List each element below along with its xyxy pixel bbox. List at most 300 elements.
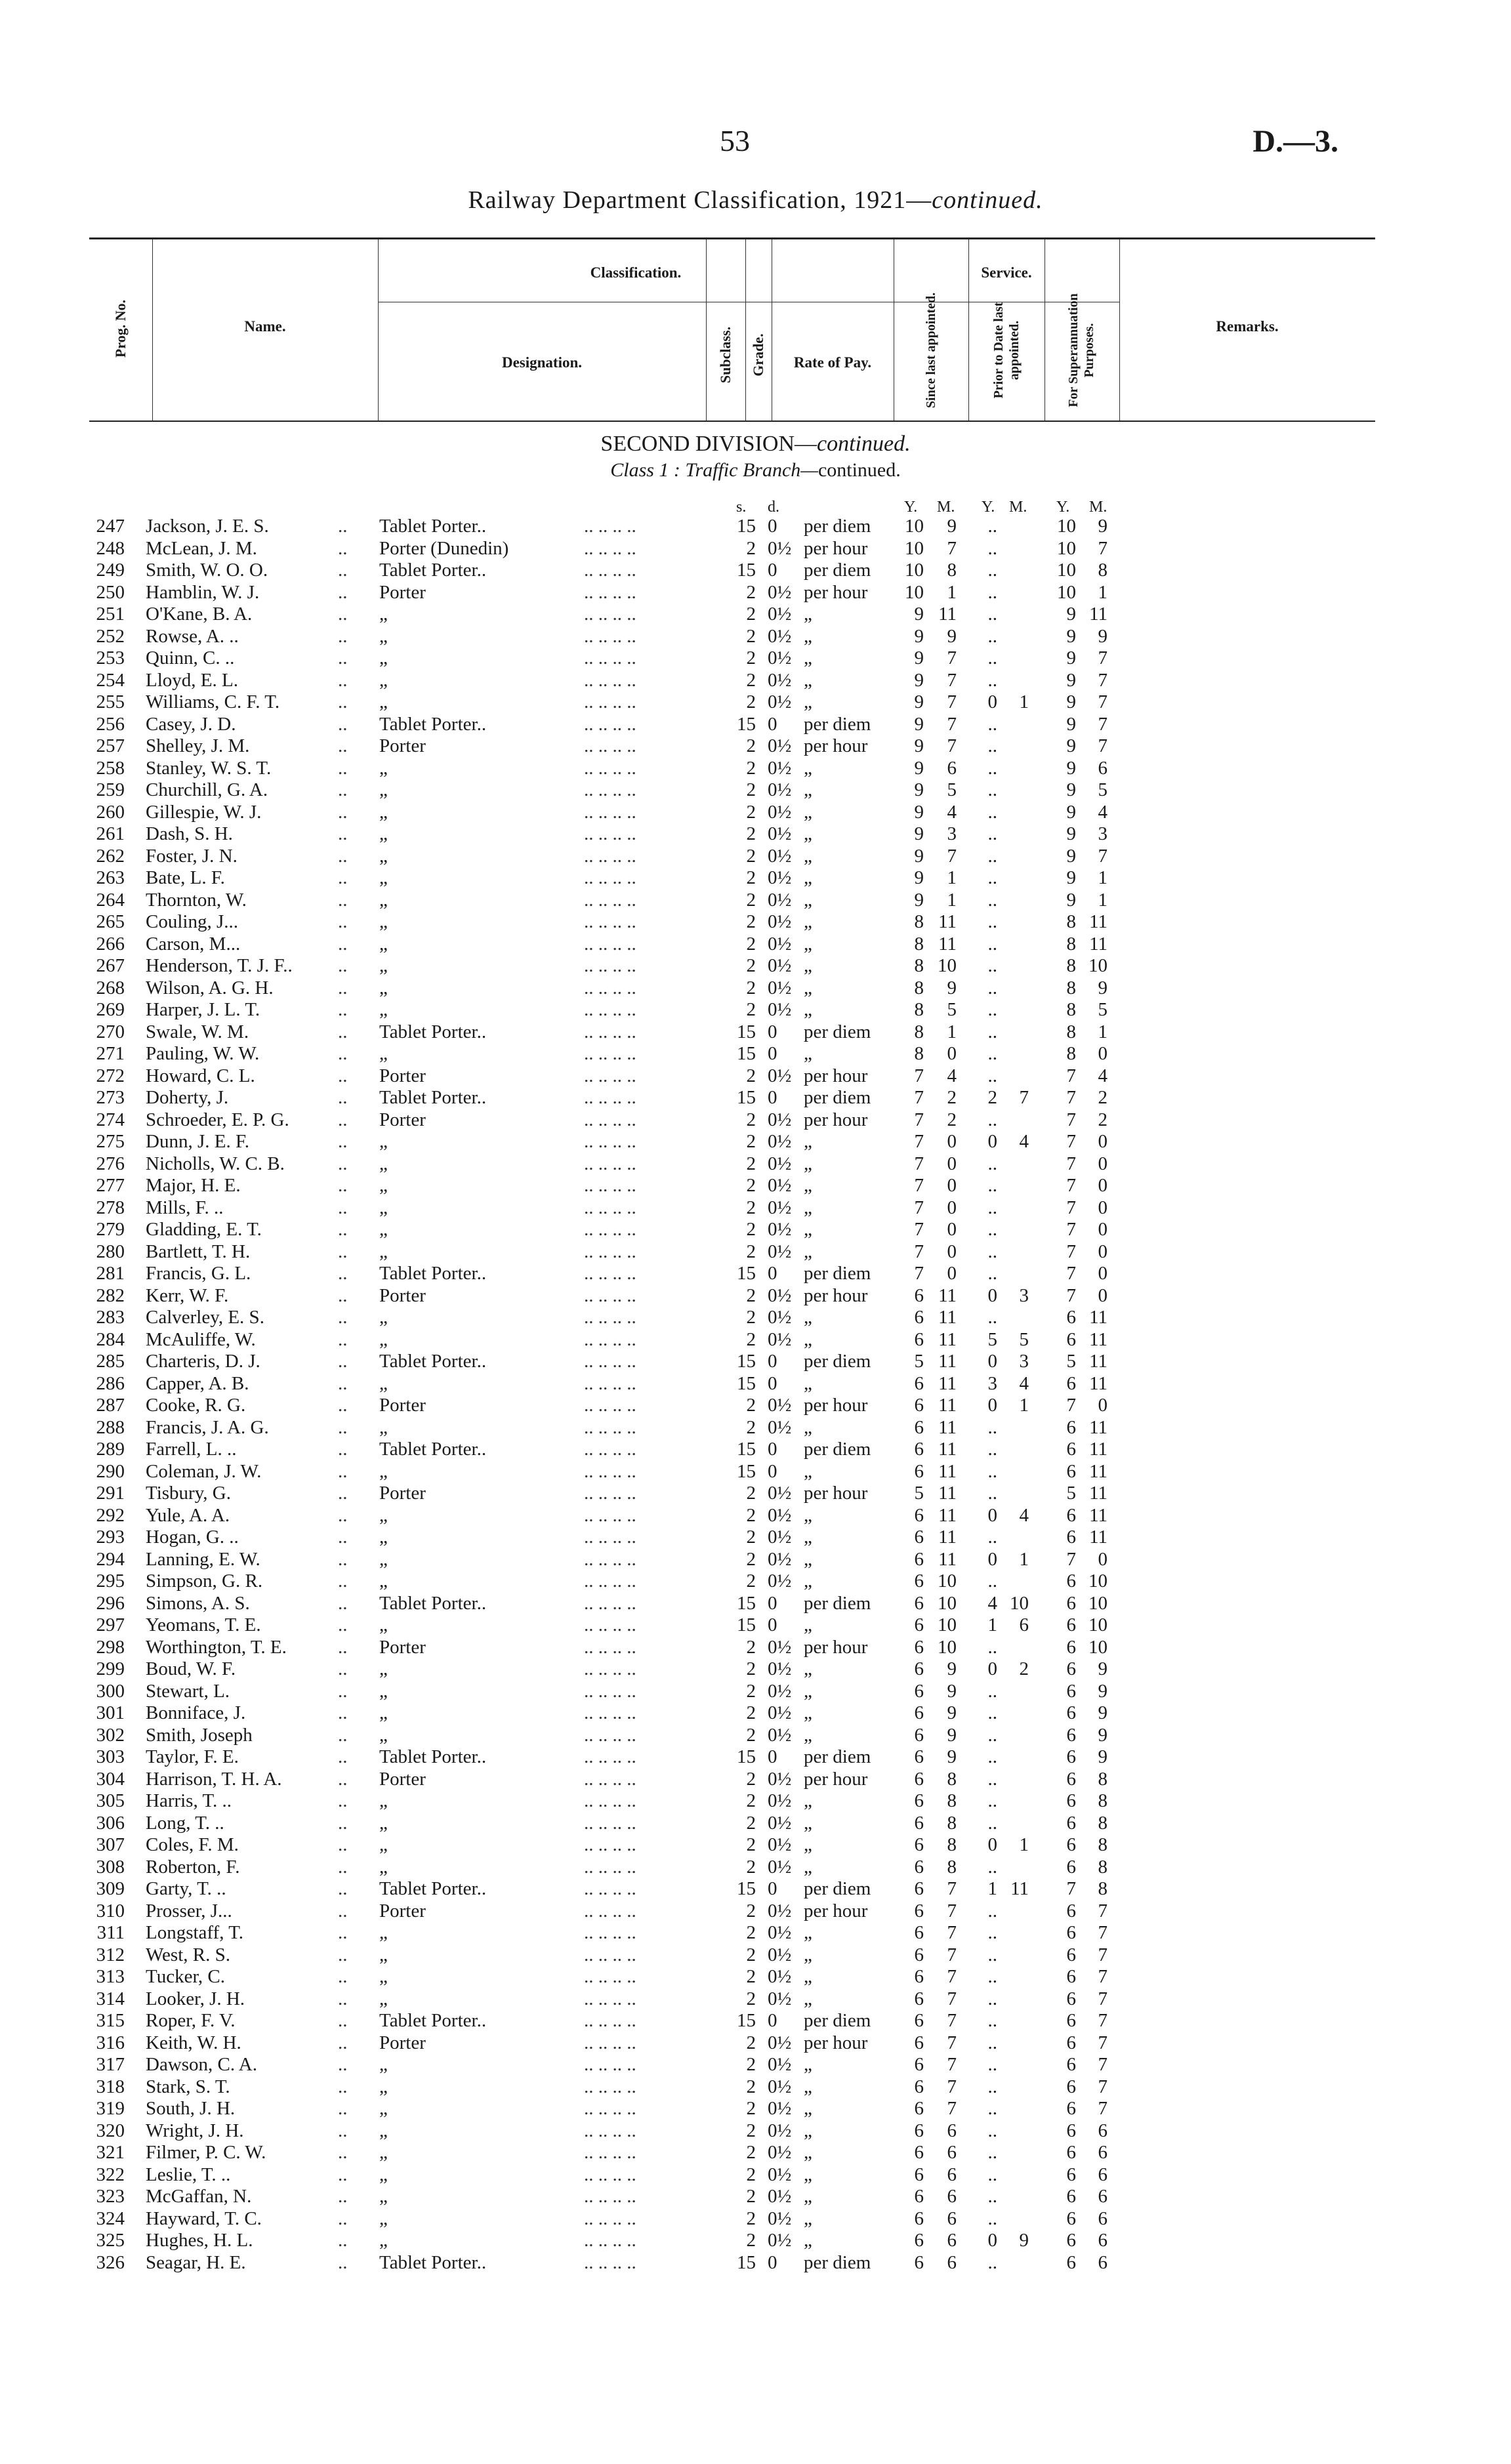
since-months: 11 xyxy=(938,604,957,625)
rate-period: per diem xyxy=(804,1592,871,1614)
prior-months: 1 xyxy=(1019,1548,1029,1570)
prior-years: .. xyxy=(987,1680,997,1702)
division-continued: continued. xyxy=(817,432,911,456)
rate-pence: 0 xyxy=(768,1351,777,1372)
super-years: 7 xyxy=(1066,1241,1076,1262)
header-service: Service. xyxy=(981,264,1032,281)
leader-dots: .. xyxy=(338,1856,348,1878)
leader-dots: .. xyxy=(338,1944,348,1965)
leader-dots: .. .. .. .. xyxy=(584,1988,636,2009)
leader-dots: .. .. .. .. xyxy=(584,2230,636,2251)
rate-period: „ xyxy=(804,1131,812,1152)
since-years: 6 xyxy=(914,2010,924,2031)
rate-shillings: 15 xyxy=(737,2010,756,2031)
leader-dots: .. .. .. .. xyxy=(584,1416,636,1438)
super-years: 7 xyxy=(1066,1109,1076,1130)
leader-dots: .. xyxy=(338,1680,348,1702)
employee-name: Prosser, J... xyxy=(146,1900,232,1921)
leader-dots: .. .. .. .. xyxy=(584,1087,636,1108)
rate-pence: 0 xyxy=(768,1087,777,1108)
since-months: 0 xyxy=(947,1043,957,1064)
designation: „ xyxy=(379,977,388,998)
prog-no: 326 xyxy=(96,2251,125,2273)
prior-months: 1 xyxy=(1019,691,1029,712)
prior-years: .. xyxy=(987,1856,997,1878)
prior-months: 10 xyxy=(1010,1592,1029,1614)
rate-shillings: 15 xyxy=(737,1439,756,1460)
super-months: 8 xyxy=(1098,560,1107,581)
leader-dots: .. .. .. .. xyxy=(584,1548,636,1570)
rate-shillings: 2 xyxy=(746,1241,756,1262)
prior-years: .. xyxy=(987,516,997,537)
since-months: 9 xyxy=(947,516,957,537)
rate-shillings: 2 xyxy=(746,647,756,668)
header-designation: Designation. xyxy=(501,354,583,371)
super-years: 7 xyxy=(1066,1878,1076,1899)
since-months: 8 xyxy=(947,1768,957,1790)
table-row xyxy=(0,2098,1511,2120)
employee-name: Yule, A. A. xyxy=(146,1504,230,1526)
since-years: 6 xyxy=(914,1768,924,1790)
table-row xyxy=(0,846,1511,868)
super-months: 0 xyxy=(1098,1153,1107,1174)
rate-pence: 0 xyxy=(768,1592,777,1614)
super-years: 5 xyxy=(1066,1351,1076,1372)
employee-name: Dunn, J. E. F. xyxy=(146,1131,249,1152)
since-months: 7 xyxy=(947,537,957,559)
since-months: 10 xyxy=(938,955,957,976)
division-label: SECOND DIVISION— xyxy=(600,432,818,456)
since-years: 6 xyxy=(914,1614,924,1635)
super-months: 10 xyxy=(1088,1592,1107,1614)
prog-no: 277 xyxy=(96,1175,125,1196)
designation: „ xyxy=(379,625,388,647)
employee-name: Hayward, T. C. xyxy=(146,2207,262,2229)
leader-dots: .. .. .. .. xyxy=(584,1966,636,1987)
designation: Tablet Porter.. xyxy=(379,1087,487,1108)
rate-period: per hour xyxy=(804,1483,868,1504)
table-row xyxy=(0,1175,1511,1197)
employee-name: Carson, M... xyxy=(146,933,241,955)
since-months: 7 xyxy=(947,2032,957,2053)
rate-pence: 0 xyxy=(768,516,777,537)
rate-period: „ xyxy=(804,691,812,712)
since-years: 6 xyxy=(914,1328,924,1350)
leader-dots: .. .. .. .. xyxy=(584,999,636,1020)
super-months: 7 xyxy=(1098,713,1107,735)
leader-dots: .. .. .. .. xyxy=(584,911,636,932)
rate-pence: 0½ xyxy=(768,1416,792,1438)
super-months: 9 xyxy=(1098,1746,1107,1767)
leader-dots: .. xyxy=(338,1328,348,1350)
prior-years: .. xyxy=(987,1922,997,1943)
leader-dots: .. .. .. .. xyxy=(584,1109,636,1130)
super-months: 7 xyxy=(1098,1966,1107,1987)
prog-no: 264 xyxy=(96,889,125,911)
header-classification: Classification. xyxy=(590,264,682,281)
super-months: 3 xyxy=(1098,823,1107,844)
employee-name: Calverley, E. S. xyxy=(146,1307,264,1328)
leader-dots: .. xyxy=(338,604,348,625)
rate-shillings: 2 xyxy=(746,823,756,844)
super-years: 9 xyxy=(1066,625,1076,647)
super-months: 9 xyxy=(1098,1702,1107,1723)
super-months: 11 xyxy=(1089,933,1107,955)
since-years: 6 xyxy=(914,2120,924,2141)
prior-years: .. xyxy=(987,1571,997,1591)
leader-dots: .. xyxy=(338,2032,348,2053)
rate-pence: 0½ xyxy=(768,1790,792,1811)
leader-dots: .. .. .. .. xyxy=(584,757,636,779)
table-row xyxy=(0,1878,1511,1900)
designation: „ xyxy=(379,911,388,932)
rate-period: „ xyxy=(804,2230,812,2251)
prog-no: 274 xyxy=(96,1109,125,1130)
designation: „ xyxy=(379,779,388,800)
designation: „ xyxy=(379,1175,388,1196)
rate-pence: 0½ xyxy=(768,2207,792,2229)
designation: „ xyxy=(379,867,388,888)
rate-shillings: 2 xyxy=(746,1724,756,1746)
rate-shillings: 2 xyxy=(746,2207,756,2229)
super-years: 8 xyxy=(1066,999,1076,1020)
leader-dots: .. .. .. .. xyxy=(584,1460,636,1482)
rate-shillings: 2 xyxy=(746,1219,756,1240)
rate-shillings: 2 xyxy=(746,604,756,625)
super-months: 2 xyxy=(1098,1087,1107,1108)
since-years: 9 xyxy=(914,691,924,712)
rate-pence: 0½ xyxy=(768,1219,792,1240)
rate-shillings: 2 xyxy=(746,1702,756,1723)
rate-pence: 0½ xyxy=(768,2142,792,2163)
page-number: 53 xyxy=(720,124,750,157)
prog-no: 325 xyxy=(96,2230,125,2251)
prog-no: 278 xyxy=(96,1197,125,1218)
designation: „ xyxy=(379,1790,388,1811)
leader-dots: .. xyxy=(338,1702,348,1723)
since-years: 9 xyxy=(914,757,924,779)
since-months: 11 xyxy=(938,1284,957,1306)
table-row xyxy=(0,1109,1511,1132)
leader-dots: .. xyxy=(338,977,348,998)
employee-name: Hughes, H. L. xyxy=(146,2230,253,2251)
super-months: 0 xyxy=(1098,1131,1107,1152)
leader-dots: .. xyxy=(338,2251,348,2273)
rate-shillings: 15 xyxy=(737,1087,756,1108)
employee-name: Boud, W. F. xyxy=(146,1658,236,1679)
rate-pence: 0½ xyxy=(768,1328,792,1350)
designation: „ xyxy=(379,801,388,823)
super-months: 6 xyxy=(1098,2186,1107,2207)
prior-years: .. xyxy=(987,933,997,955)
prior-years: .. xyxy=(987,1416,997,1438)
leader-dots: .. .. .. .. xyxy=(584,1680,636,1702)
since-years: 6 xyxy=(914,1548,924,1570)
table-row xyxy=(0,1197,1511,1220)
table-row xyxy=(0,1131,1511,1153)
employee-name: Simpson, G. R. xyxy=(146,1571,263,1591)
since-years: 7 xyxy=(914,1087,924,1108)
unit-m2: M. xyxy=(1009,499,1027,516)
leader-dots: .. xyxy=(338,625,348,647)
leader-dots: .. xyxy=(338,1241,348,1262)
prog-no: 306 xyxy=(96,1812,125,1834)
prog-no: 254 xyxy=(96,669,125,691)
since-years: 7 xyxy=(914,1153,924,1174)
super-months: 0 xyxy=(1098,1175,1107,1196)
leader-dots: .. xyxy=(338,713,348,735)
leader-dots: .. .. .. .. xyxy=(584,1153,636,1174)
rate-shillings: 2 xyxy=(746,779,756,800)
since-years: 6 xyxy=(914,2032,924,2053)
rate-period: „ xyxy=(804,1922,812,1943)
super-years: 6 xyxy=(1066,1592,1076,1614)
employee-name: Capper, A. B. xyxy=(146,1372,249,1394)
rate-period: „ xyxy=(804,1328,812,1350)
since-months: 0 xyxy=(947,1241,957,1262)
rate-pence: 0½ xyxy=(768,845,792,867)
rate-shillings: 15 xyxy=(737,516,756,537)
employee-name: Smith, W. O. O. xyxy=(146,560,268,581)
prog-no: 247 xyxy=(96,516,125,537)
employee-name: Casey, J. D. xyxy=(146,713,236,735)
rate-shillings: 2 xyxy=(746,1944,756,1965)
rate-shillings: 15 xyxy=(737,560,756,581)
designation: „ xyxy=(379,1131,388,1152)
designation: „ xyxy=(379,1460,388,1482)
prior-years: .. xyxy=(987,1263,997,1284)
prior-months: 1 xyxy=(1019,1395,1029,1416)
rate-period: per hour xyxy=(804,2032,868,2053)
rate-pence: 0 xyxy=(768,1878,777,1899)
prog-no: 305 xyxy=(96,1790,125,1811)
designation: Porter xyxy=(379,1900,426,1921)
prog-no: 293 xyxy=(96,1527,125,1548)
rate-pence: 0½ xyxy=(768,1944,792,1965)
prog-no: 309 xyxy=(96,1878,125,1899)
employee-name: Kerr, W. F. xyxy=(146,1284,229,1306)
leader-dots: .. xyxy=(338,1460,348,1482)
super-months: 7 xyxy=(1098,735,1107,756)
rate-period: „ xyxy=(804,757,812,779)
table-row xyxy=(0,890,1511,912)
rate-period: „ xyxy=(804,625,812,647)
rate-shillings: 2 xyxy=(746,1307,756,1328)
table-row xyxy=(0,779,1511,802)
table-row xyxy=(0,1153,1511,1176)
rate-shillings: 2 xyxy=(746,911,756,932)
rate-shillings: 15 xyxy=(737,1746,756,1767)
leader-dots: .. xyxy=(338,999,348,1020)
leader-dots: .. .. .. .. xyxy=(584,2010,636,2031)
prog-no: 323 xyxy=(96,2186,125,2207)
prior-years: .. xyxy=(987,713,997,735)
branch-label: Traffic Branch— xyxy=(685,459,818,481)
leader-dots: .. xyxy=(338,933,348,955)
leader-dots: .. .. .. .. xyxy=(584,625,636,647)
rate-shillings: 2 xyxy=(746,1131,756,1152)
leader-dots: .. xyxy=(338,1109,348,1130)
employee-name: Tucker, C. xyxy=(146,1966,226,1987)
rate-period: „ xyxy=(804,801,812,823)
designation: „ xyxy=(379,999,388,1020)
designation: „ xyxy=(379,1812,388,1834)
leader-dots: .. .. .. .. xyxy=(584,1021,636,1042)
employee-name: West, R. S. xyxy=(146,1944,230,1965)
class-heading xyxy=(0,459,1511,482)
rate-pence: 0½ xyxy=(768,1284,792,1306)
table-row xyxy=(0,934,1511,956)
prog-no: 273 xyxy=(96,1087,125,1108)
table-row xyxy=(0,911,1511,934)
since-years: 9 xyxy=(914,604,924,625)
rate-period: „ xyxy=(804,1658,812,1679)
rate-shillings: 2 xyxy=(746,1416,756,1438)
super-years: 6 xyxy=(1066,2032,1076,2053)
branch-continued: continued. xyxy=(818,459,901,481)
since-months: 11 xyxy=(938,1483,957,1504)
rate-shillings: 15 xyxy=(737,1021,756,1042)
leader-dots: .. .. .. .. xyxy=(584,2054,636,2075)
employee-name: Worthington, T. E. xyxy=(146,1636,287,1658)
since-years: 10 xyxy=(905,581,924,603)
leader-dots: .. .. .. .. xyxy=(584,1328,636,1350)
rate-period: „ xyxy=(804,933,812,955)
since-years: 6 xyxy=(914,1504,924,1526)
rate-pence: 0½ xyxy=(768,1812,792,1834)
rate-period: „ xyxy=(804,2098,812,2119)
employee-name: Francis, G. L. xyxy=(146,1263,251,1284)
rate-pence: 0½ xyxy=(768,669,792,691)
rate-shillings: 15 xyxy=(737,1592,756,1614)
prog-no: 279 xyxy=(96,1219,125,1240)
designation: „ xyxy=(379,1658,388,1679)
prog-no: 258 xyxy=(96,757,125,779)
leader-dots: .. .. .. .. xyxy=(584,1175,636,1196)
super-years: 6 xyxy=(1066,1834,1076,1855)
rate-pence: 0½ xyxy=(768,1483,792,1504)
super-months: 6 xyxy=(1098,2164,1107,2185)
prog-no: 321 xyxy=(96,2142,125,2163)
designation: Porter (Dunedin) xyxy=(379,537,509,559)
since-years: 6 xyxy=(914,1746,924,1767)
table-row xyxy=(0,2164,1511,2187)
since-years: 6 xyxy=(914,1702,924,1723)
since-months: 11 xyxy=(938,1416,957,1438)
super-months: 7 xyxy=(1098,1900,1107,1921)
since-months: 11 xyxy=(938,911,957,932)
prior-years: 0 xyxy=(987,1548,997,1570)
super-years: 6 xyxy=(1066,1988,1076,2009)
rate-pence: 0½ xyxy=(768,1395,792,1416)
prog-no: 307 xyxy=(96,1834,125,1855)
super-months: 6 xyxy=(1098,2251,1107,2273)
designation: Tablet Porter.. xyxy=(379,1263,487,1284)
table-row xyxy=(0,1285,1511,1307)
since-years: 9 xyxy=(914,867,924,888)
super-years: 6 xyxy=(1066,1966,1076,1987)
table-row xyxy=(0,2142,1511,2164)
prior-years: 0 xyxy=(987,1351,997,1372)
designation: „ xyxy=(379,1328,388,1350)
table-row xyxy=(0,582,1511,604)
designation: Tablet Porter.. xyxy=(379,1439,487,1460)
rate-pence: 0½ xyxy=(768,625,792,647)
rate-shillings: 2 xyxy=(746,2230,756,2251)
prior-years: .. xyxy=(987,1219,997,1240)
designation: „ xyxy=(379,2120,388,2141)
since-years: 6 xyxy=(914,1900,924,1921)
class-label: Class 1 : xyxy=(610,459,680,481)
employee-name: Yeomans, T. E. xyxy=(146,1614,261,1635)
prog-no: 251 xyxy=(96,604,125,625)
leader-dots: .. xyxy=(338,1439,348,1460)
table-row xyxy=(0,1681,1511,1703)
rate-pence: 0½ xyxy=(768,1658,792,1679)
employee-name: Couling, J... xyxy=(146,911,238,932)
prior-months: 4 xyxy=(1019,1372,1029,1394)
super-months: 11 xyxy=(1089,1460,1107,1482)
rate-shillings: 2 xyxy=(746,1109,756,1130)
prog-no: 257 xyxy=(96,735,125,756)
super-months: 1 xyxy=(1098,1021,1107,1042)
since-years: 8 xyxy=(914,933,924,955)
header-prior-to-date: Prior to Date last appointed. xyxy=(991,302,1022,399)
super-years: 6 xyxy=(1066,1680,1076,1702)
since-months: 2 xyxy=(947,1087,957,1108)
employee-name: Doherty, J. xyxy=(146,1087,229,1108)
designation: „ xyxy=(379,933,388,955)
prog-no: 253 xyxy=(96,647,125,668)
leader-dots: .. .. .. .. xyxy=(584,669,636,691)
since-years: 6 xyxy=(914,2054,924,2075)
since-months: 7 xyxy=(947,2076,957,2097)
leader-dots: .. .. .. .. xyxy=(584,2186,636,2207)
since-years: 9 xyxy=(914,889,924,911)
since-months: 6 xyxy=(947,2207,957,2229)
table-row xyxy=(0,2120,1511,2143)
employee-name: Rowse, A. .. xyxy=(146,625,239,647)
rate-shillings: 2 xyxy=(746,1548,756,1570)
leader-dots: .. .. .. .. xyxy=(584,867,636,888)
super-years: 6 xyxy=(1066,1571,1076,1591)
rate-period: „ xyxy=(804,2207,812,2229)
rate-pence: 0½ xyxy=(768,1922,792,1943)
prior-years: .. xyxy=(987,1109,997,1130)
rate-pence: 0½ xyxy=(768,2230,792,2251)
rate-period: „ xyxy=(804,2076,812,2097)
prog-no: 261 xyxy=(96,823,125,844)
prog-no: 310 xyxy=(96,1900,125,1921)
designation: „ xyxy=(379,1966,388,1987)
employee-name: Seagar, H. E. xyxy=(146,2251,246,2273)
since-years: 6 xyxy=(914,2142,924,2163)
rate-shillings: 2 xyxy=(746,801,756,823)
super-months: 9 xyxy=(1098,977,1107,998)
leader-dots: .. .. .. .. xyxy=(584,1372,636,1394)
rate-period: per diem xyxy=(804,560,871,581)
since-years: 9 xyxy=(914,845,924,867)
header-prog-no: Prog. No. xyxy=(112,299,129,358)
leader-dots: .. .. .. .. xyxy=(584,1395,636,1416)
rate-shillings: 2 xyxy=(746,1790,756,1811)
super-months: 11 xyxy=(1089,604,1107,625)
super-months: 8 xyxy=(1098,1856,1107,1878)
employee-name: Garty, T. .. xyxy=(146,1878,226,1899)
leader-dots: .. xyxy=(338,647,348,668)
rate-period: „ xyxy=(804,1548,812,1570)
leader-dots: .. .. .. .. xyxy=(584,1284,636,1306)
